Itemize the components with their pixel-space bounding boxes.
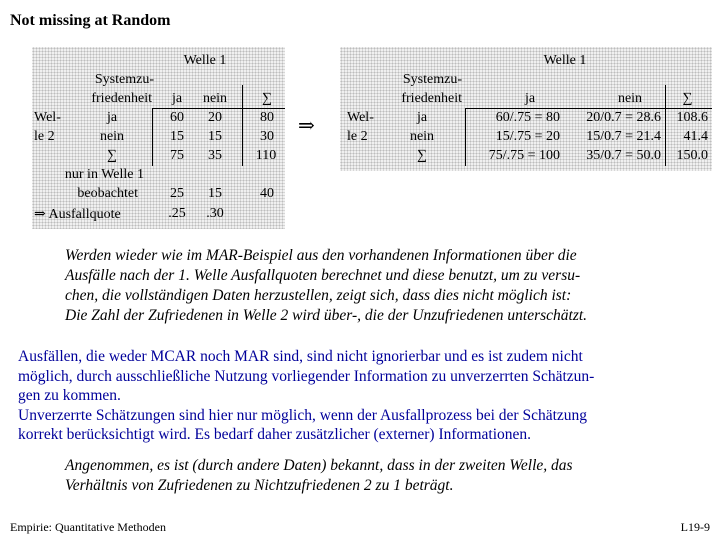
right-sum-nein: 35/0.7 = 50.0	[586, 148, 661, 163]
blue-line: möglich, durch ausschließliche Nutzung vorliegender Information zu unverzerrten Schätzun-	[18, 367, 595, 385]
right-ja-sum: 108.6	[676, 110, 708, 125]
right-header-rule	[465, 108, 712, 109]
right-nein-ja: 15/.75 = 20	[495, 129, 560, 144]
right-nein-sum: 41.4	[683, 129, 708, 144]
right-ja-nein: 20/0.7 = 28.6	[586, 110, 661, 125]
right-header-welle: Welle 1	[543, 53, 587, 68]
right-col-sz-line2: friedenheit	[401, 91, 462, 106]
italic-line: Werden wieder wie im MAR-Beispiel aus den vorhandenen Informationen über die	[65, 247, 577, 264]
right-sum-sum: 150.0	[676, 148, 708, 163]
left-row-label-line1: Wel-	[34, 110, 61, 125]
left-rate-nein: .30	[206, 206, 224, 221]
left-nein-ja: 15	[170, 129, 184, 144]
left-nein-sum: 30	[260, 129, 274, 144]
left-col-sz-line2: friedenheit	[91, 91, 152, 106]
right-sum-rule	[665, 85, 666, 166]
left-row-sum: ∑	[107, 148, 117, 163]
footer-right: L19-9	[680, 520, 710, 534]
right-row-ja: ja	[416, 110, 428, 125]
left-sum-ja: 75	[170, 148, 184, 163]
left-table	[32, 47, 285, 229]
blue-line: gen zu kommen.	[18, 387, 121, 404]
italic-line: Ausfälle nach der 1. Welle Ausfallquoten berechnet und diese benutzt, um zu versu-	[65, 267, 581, 284]
right-col-ja: ja	[524, 91, 536, 106]
italic-paragraph	[65, 246, 715, 326]
right-row-nein: nein	[409, 129, 435, 144]
left-col-sz-line1: Systemzu-	[94, 72, 154, 87]
left-sum-sum: 110	[255, 148, 277, 163]
left-row-rule	[152, 108, 153, 166]
left-col-ja: ja	[171, 91, 183, 106]
left-nein-nein: 15	[208, 129, 222, 144]
left-only-ja: 25	[170, 186, 184, 201]
implies-arrow-icon: ⇒	[298, 115, 315, 137]
left-only-sum: 40	[260, 186, 274, 201]
right-row-label-line2: le 2	[347, 129, 368, 144]
left-col-nein: nein	[202, 91, 228, 106]
right-nein-nein: 15/0.7 = 21.4	[586, 129, 661, 144]
left-header-welle: Welle 1	[183, 53, 227, 68]
footer-left: Empirie: Quantitative Methoden	[10, 520, 166, 534]
left-only-nein: 15	[208, 186, 222, 201]
left-header-rule	[152, 108, 285, 109]
right-row-label-line1: Wel-	[347, 110, 374, 125]
left-row-label-line2: le 2	[34, 129, 55, 144]
blue-line: Ausfällen, die weder MCAR noch MAR sind, sind nicht ignorierbar und es ist zudem nicht	[18, 348, 583, 365]
left-only-line2: beobachtet	[77, 186, 138, 201]
slide-title: Not missing at Random	[10, 12, 171, 29]
blue-line: korrekt berücksichtigt wird. Es bedarf daher zusätzlicher (externer) Informationen.	[18, 426, 531, 443]
left-ja-ja: 60	[170, 110, 184, 125]
left-row-nein: nein	[99, 129, 125, 144]
right-row-sum: ∑	[417, 148, 427, 163]
italic-line: chen, die vollständigen Daten herzustellen, zeigt sich, dass dies nicht möglich ist:	[65, 287, 572, 304]
left-ja-sum: 80	[260, 110, 274, 125]
left-sum-rule	[242, 85, 243, 166]
right-col-nein: nein	[617, 91, 643, 106]
right-row-rule	[465, 108, 466, 166]
blue-paragraph	[18, 347, 718, 445]
blue-line: Unverzerrte Schätzungen sind hier nur möglich, wenn der Ausfallprozess bei der Schätzung	[18, 406, 588, 424]
right-sum-ja: 75/.75 = 100	[488, 148, 560, 163]
left-row-ja: ja	[106, 110, 118, 125]
left-only-line1: nur in Welle 1	[64, 167, 144, 182]
left-rate-label: ⇒ Ausfallquote	[34, 207, 121, 222]
right-table	[340, 47, 712, 171]
italic-line: Die Zahl der Zufriedenen in Welle 2 wird über-, die der Unzufriedenen unterschätzt.	[65, 307, 588, 324]
left-sum-nein: 35	[208, 148, 222, 163]
italic-line: Angenommen, es ist (durch andere Daten) bekannt, dass in der zweiten Welle, das	[65, 457, 573, 474]
right-col-sz-line1: Systemzu-	[402, 72, 462, 87]
right-col-sum: ∑	[682, 91, 693, 106]
left-ja-nein: 20	[208, 110, 222, 125]
left-rate-ja: .25	[168, 206, 186, 221]
italic-paragraph-2	[65, 456, 715, 496]
italic-line: Verhältnis von Zufriedenen zu Nichtzufriedenen 2 zu 1 beträgt.	[65, 477, 454, 494]
left-col-sum: ∑	[262, 91, 272, 106]
right-ja-ja: 60/.75 = 80	[495, 110, 560, 125]
